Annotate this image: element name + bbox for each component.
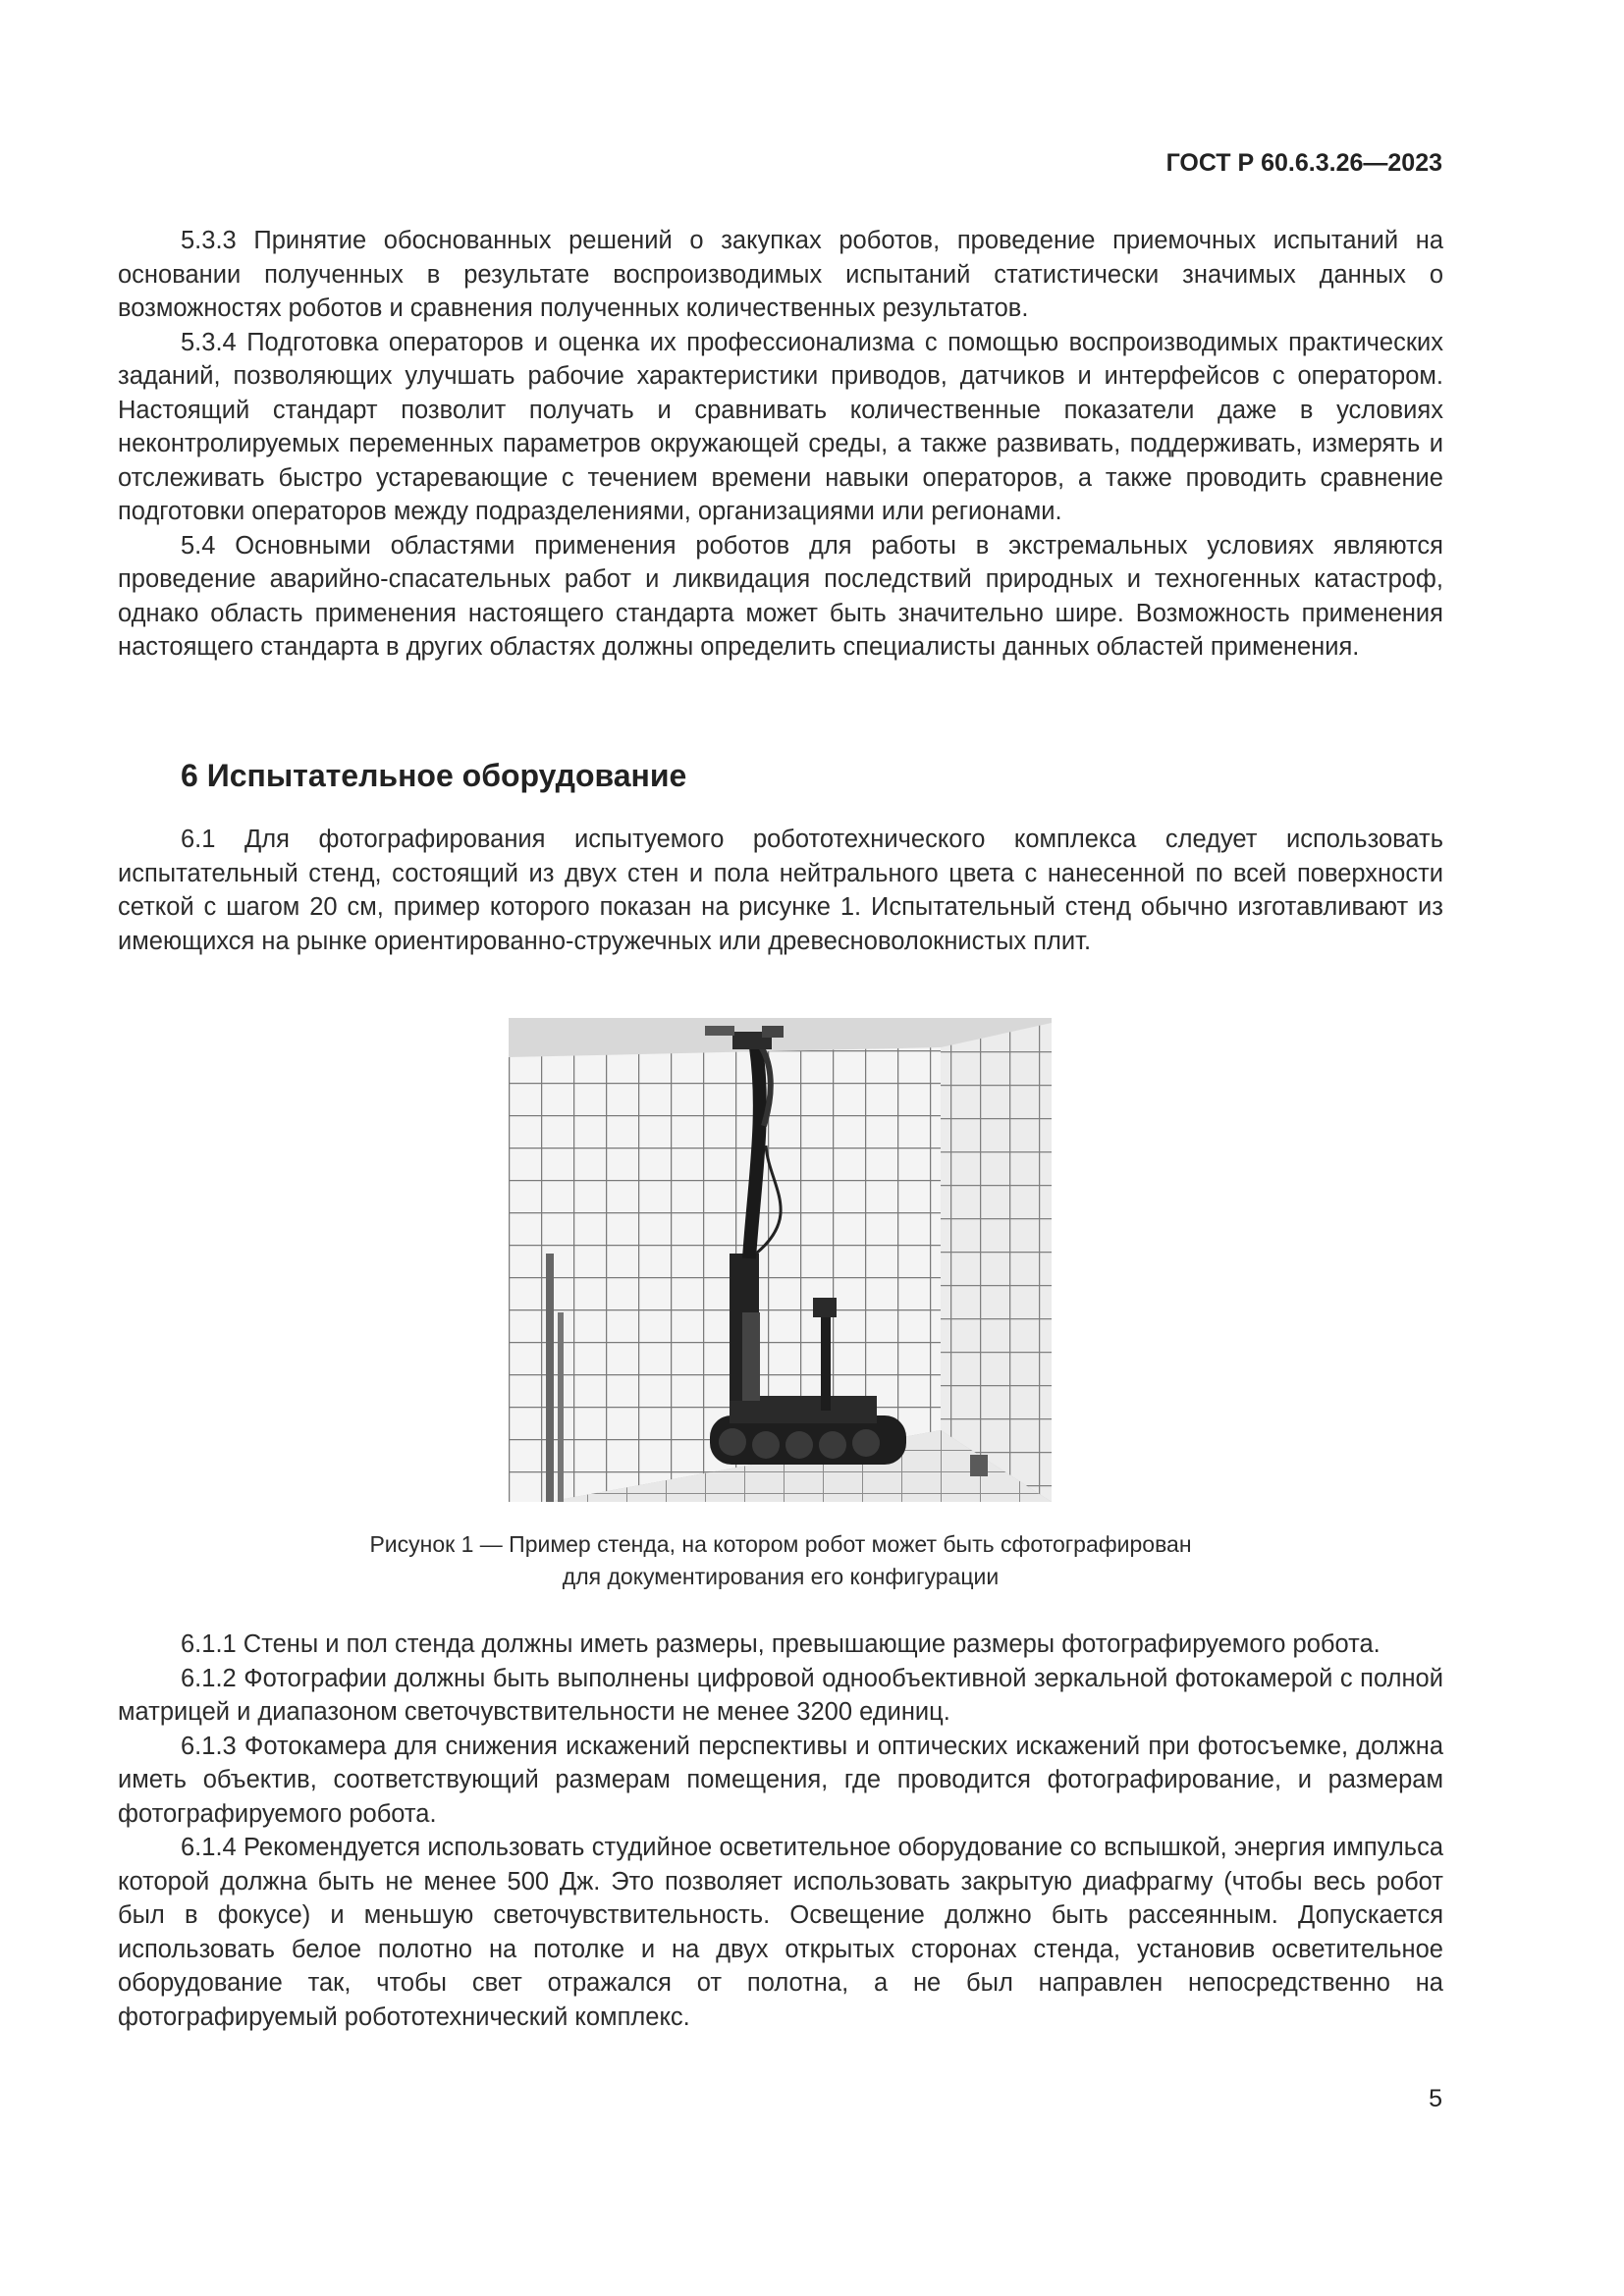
paragraph-5-3-4: 5.3.4 Подготовка операторов и оценка их профессионализма с помощью воспроизводимых практических заданий, позволяющих улучшать рабочие характеристики приводов, датчиков и интерфейсов с оператором. Настоящий стандарт позволит получать и сравнивать количественные показатели даже в условиях неконтролируемых переменных параметров окружающей среды, а также развивать, поддерживать, измерять и отслеживать быстро устаревающие с течением времени навыки операторов, а также проводить сравнение подготовки операторов между подразделениями, организациями или регионами. [118, 328, 1443, 525]
figure-1-photo [509, 1018, 1052, 1502]
paragraph-6-1-3: 6.1.3 Фотокамера для снижения искажений перспективы и оптических искажений при фотосъемке, должна иметь объектив, соответствующий размерам помещения, где проводится фотографирование, и размерам фотографируемого робота. [118, 1732, 1443, 1828]
figure-1-caption [118, 1528, 1443, 1593]
section-5-text [118, 224, 1443, 665]
paragraph-6-1-2: 6.1.2 Фотографии должны быть выполнены цифровой однообъективной зеркальной фотокамерой с полной матрицей и диапазоном светочувствительности не менее 3200 единиц. [118, 1664, 1443, 1726]
robot-test-stand-image [509, 1018, 1052, 1502]
section-6-heading: 6 Испытательное оборудование [181, 758, 687, 793]
stand-pole [546, 1254, 554, 1502]
standard-header: ГОСТ Р 60.6.3.26—2023 [1165, 149, 1442, 177]
paragraph-5-4: 5.4 Основными областями применения роботов для работы в экстремальных условиях являются проведение аварийно-спасательных работ и ликвидация последствий природных и техногенных катастроф, однако область применения настоящего стандарта может быть значительно шире. Возможность применения настоящего стандарта в других областях должны определить специалисты данных областей применения. [118, 531, 1443, 661]
paragraph-6-1: 6.1 Для фотографирования испытуемого робототехнического комплекса следует использовать испытательный стенд, состоящий из двух стен и пола нейтрального цвета с нанесенной по всей поверхности сеткой с шагом 20 см, пример которого показан на рисунке 1. Испытательный стенд обычно изготавливают из имеющихся на рынке ориентированно-стружечных или древесноволокнистых плит. [118, 826, 1443, 955]
section-6-intro [118, 823, 1443, 958]
paragraph-6-1-4: 6.1.4 Рекомендуется использовать студийное осветительное оборудование со вспышкой, энергия импульса которой должна быть не менее 500 Дж. Это позволяет использовать закрытую диафрагму (чтобы весь робот был в фокусе) и меньшую светочувствительность. Освещение должно быть рассеянным. Допускается использовать белое полотно на потолке и на двух открытых сторонах стенда, установив осветительное оборудование так, чтобы свет отражался от полотна, а не был направлен непосредственно на фотографируемый робототехнический комплекс. [118, 1834, 1443, 2031]
right-wall [941, 1023, 1052, 1502]
paragraph-5-3-3: 5.3.3 Принятие обоснованных решений о закупках роботов, проведение приемочных испытаний на основании полученных в результате воспроизводимых испытаний статистически значимых данных о возможностях роботов и сравнения полученных количественных результатов. [118, 227, 1443, 322]
floor-object [970, 1455, 988, 1476]
section-6-1-subclauses [118, 1628, 1443, 2034]
page-number: 5 [1429, 2085, 1442, 2112]
caption-line-2: для документирования его конфигурации [562, 1564, 1000, 1589]
caption-line-1: Рисунок 1 — Пример стенда, на котором робот может быть сфотографирован [369, 1531, 1192, 1557]
paragraph-6-1-1: 6.1.1 Стены и пол стенда должны иметь размеры, превышающие размеры фотографируемого робота. [181, 1630, 1380, 1658]
